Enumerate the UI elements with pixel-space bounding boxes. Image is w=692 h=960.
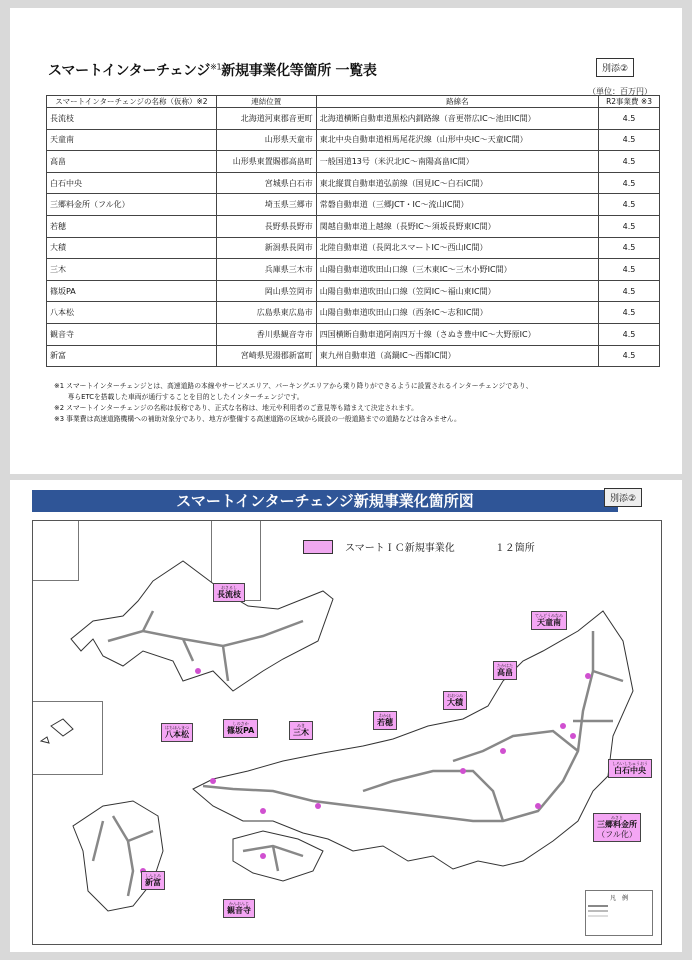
route-cell: 東北縦貫自動車道弘前線（国見IC～白石IC間） <box>316 172 598 194</box>
table-row <box>47 172 660 194</box>
ic-name-cell: 長流枝 <box>47 108 217 130</box>
route-cell: 東北中央自動車道相馬尾花沢線（山形中央IC～天童IC間） <box>316 129 598 151</box>
route-cell: 常磐自動車道（三郷JCT・IC～流山IC間） <box>316 194 598 216</box>
route-cell: 北海道横断自動車道黒松内釧路線（音更帯広IC～池田IC間） <box>316 108 598 130</box>
ic-name-cell: 三郷料金所（フル化） <box>47 194 217 216</box>
page-list-table <box>10 8 682 474</box>
marker-tendo-minami <box>585 673 591 679</box>
marker-hachihonmatsu <box>210 778 216 784</box>
map-label-otsumi: おおつみ 大積 <box>443 691 467 710</box>
table-row <box>47 345 660 367</box>
marker-miki <box>315 803 321 809</box>
map-label-tendo-minami: てんどうみなみ 天童南 <box>531 611 567 630</box>
route-cell: 山陽自動車道吹田山口線（西条IC～志和IC間） <box>316 302 598 324</box>
ic-name-cell: 新富 <box>47 345 217 367</box>
table-row <box>47 215 660 237</box>
marker-shiroishi <box>570 733 576 739</box>
location-cell: 兵庫県三木市 <box>216 259 316 281</box>
map-legend <box>303 539 535 554</box>
marker-wakaho <box>460 768 466 774</box>
attachment-label-map: 別添② <box>604 488 642 507</box>
cost-cell: 4.5 <box>599 280 660 302</box>
unit-label: （単位：百万円） <box>588 87 652 96</box>
location-cell: 山形県東置賜郡高畠町 <box>216 151 316 173</box>
legend-label: スマートＩＣ新規事業化 <box>345 543 455 554</box>
cost-cell: 4.5 <box>599 172 660 194</box>
attachment-label: 別添② <box>596 58 634 77</box>
page-title: スマートインターチェンジ$^{※1}$新規事業化等箇所 一覧表 <box>48 62 377 79</box>
ic-name-cell: 高畠 <box>47 151 217 173</box>
route-cell: 北陸自動車道（長岡北スマートIC～西山IC間） <box>316 237 598 259</box>
map-label-kanonji: かんおんじ 観音寺 <box>223 899 255 918</box>
cost-cell: 4.5 <box>599 108 660 130</box>
legend-count: １２箇所 <box>494 543 535 554</box>
map-label-misato: みさと 三郷料金所 （フル化） <box>593 813 641 842</box>
map-banner-title: スマートインターチェンジ新規事業化箇所図 <box>32 490 618 512</box>
map-label-shiroishi: しろいしちゅうおう 白石中央 <box>608 759 652 778</box>
header-route: 路線名 <box>316 96 598 108</box>
table-row <box>47 237 660 259</box>
map-label-shinosaka: しのさか 篠坂PA <box>223 719 258 738</box>
map-label-shintomi: しんとみ 新富 <box>141 871 165 890</box>
map-label-hachihonmatsu: はちほんまつ 八本松 <box>161 723 193 742</box>
table-row <box>47 151 660 173</box>
cost-cell: 4.5 <box>599 215 660 237</box>
ic-name-cell: 八本松 <box>47 302 217 324</box>
table-header-row <box>47 96 660 108</box>
japan-map <box>32 520 662 945</box>
ic-name-cell: 大積 <box>47 237 217 259</box>
marker-misato <box>535 803 541 809</box>
route-cell: 山陽自動車道吹田山口線（三木東IC～三木小野IC間） <box>316 259 598 281</box>
map-label-takahata: たかはた 高畠 <box>493 661 517 680</box>
page-map <box>10 480 682 952</box>
table-row <box>47 259 660 281</box>
marker-osarushi <box>195 668 201 674</box>
location-cell: 埼玉県三郷市 <box>216 194 316 216</box>
route-cell: 関越自動車道上越線（長野IC～須坂長野東IC間） <box>316 215 598 237</box>
route-cell: 四国横断自動車道阿南四万十線（さぬき豊中IC～大野原IC） <box>316 323 598 345</box>
header-cost: R2事業費 ※3 <box>599 96 660 108</box>
location-cell: 香川県観音寺市 <box>216 323 316 345</box>
ic-name-cell: 白石中央 <box>47 172 217 194</box>
map-label-wakaho: わかほ 若穂 <box>373 711 397 730</box>
marker-otsumi <box>500 748 506 754</box>
map-label-miki: みき 三木 <box>289 721 313 740</box>
table-row <box>47 129 660 151</box>
table-row <box>47 280 660 302</box>
table-row <box>47 323 660 345</box>
cost-cell: 4.5 <box>599 323 660 345</box>
header-location: 連結位置 <box>216 96 316 108</box>
table-row <box>47 302 660 324</box>
location-cell: 宮崎県児湯郡新富町 <box>216 345 316 367</box>
ic-table <box>46 95 660 367</box>
table-row <box>47 108 660 130</box>
cost-cell: 4.5 <box>599 129 660 151</box>
location-cell: 宮城県白石市 <box>216 172 316 194</box>
cost-cell: 4.5 <box>599 151 660 173</box>
road-legend: 凡 例 <box>585 890 653 936</box>
ic-name-cell: 天童南 <box>47 129 217 151</box>
map-label-osarushi: おさるし 長流枝 <box>213 583 245 602</box>
ic-name-cell: 観音寺 <box>47 323 217 345</box>
location-cell: 北海道河東郡音更町 <box>216 108 316 130</box>
location-cell: 岡山県笠岡市 <box>216 280 316 302</box>
route-cell: 一般国道13号（米沢北IC～南陽高畠IC間） <box>316 151 598 173</box>
marker-shinosaka <box>260 808 266 814</box>
cost-cell: 4.5 <box>599 345 660 367</box>
marker-kanonji <box>260 853 266 859</box>
ic-name-cell: 三木 <box>47 259 217 281</box>
cost-cell: 4.5 <box>599 302 660 324</box>
route-cell: 山陽自動車道吹田山口線（笠岡IC～福山東IC間） <box>316 280 598 302</box>
note-line: ※1 スマートインターチェンジとは、高速道路の本線やサービスエリア、パーキングエリアから乗り降りができるように設置されるインターチェンジであり、 <box>54 382 533 390</box>
map-drawing <box>33 521 663 946</box>
footnotes <box>54 381 664 425</box>
legend-swatch <box>303 540 333 554</box>
route-cell: 東九州自動車道（高鍋IC～西都IC間） <box>316 345 598 367</box>
note-line: 専らETCを搭載した車両が通行することを目的としたインターチェンジです。 <box>54 393 304 401</box>
header-name: スマートインターチェンジの名称（仮称）※2 <box>47 96 217 108</box>
ic-name-cell: 若穂 <box>47 215 217 237</box>
marker-takahata <box>560 723 566 729</box>
location-cell: 新潟県長岡市 <box>216 237 316 259</box>
cost-cell: 4.5 <box>599 259 660 281</box>
ic-name-cell: 篠坂PA <box>47 280 217 302</box>
note-line: ※2 スマートインターチェンジの名称は仮称であり、正式な名称は、地元や利用者のご意見等も踏まえて決定されます。 <box>54 404 418 412</box>
table-row <box>47 194 660 216</box>
note-line: ※3 事業費は高速道路機構への補助対象分であり、地方が整備する高速道路の区域から既設の一般道路までの道路などは含みません。 <box>54 415 461 423</box>
location-cell: 長野県長野市 <box>216 215 316 237</box>
location-cell: 山形県天童市 <box>216 129 316 151</box>
location-cell: 広島県東広島市 <box>216 302 316 324</box>
cost-cell: 4.5 <box>599 194 660 216</box>
cost-cell: 4.5 <box>599 237 660 259</box>
